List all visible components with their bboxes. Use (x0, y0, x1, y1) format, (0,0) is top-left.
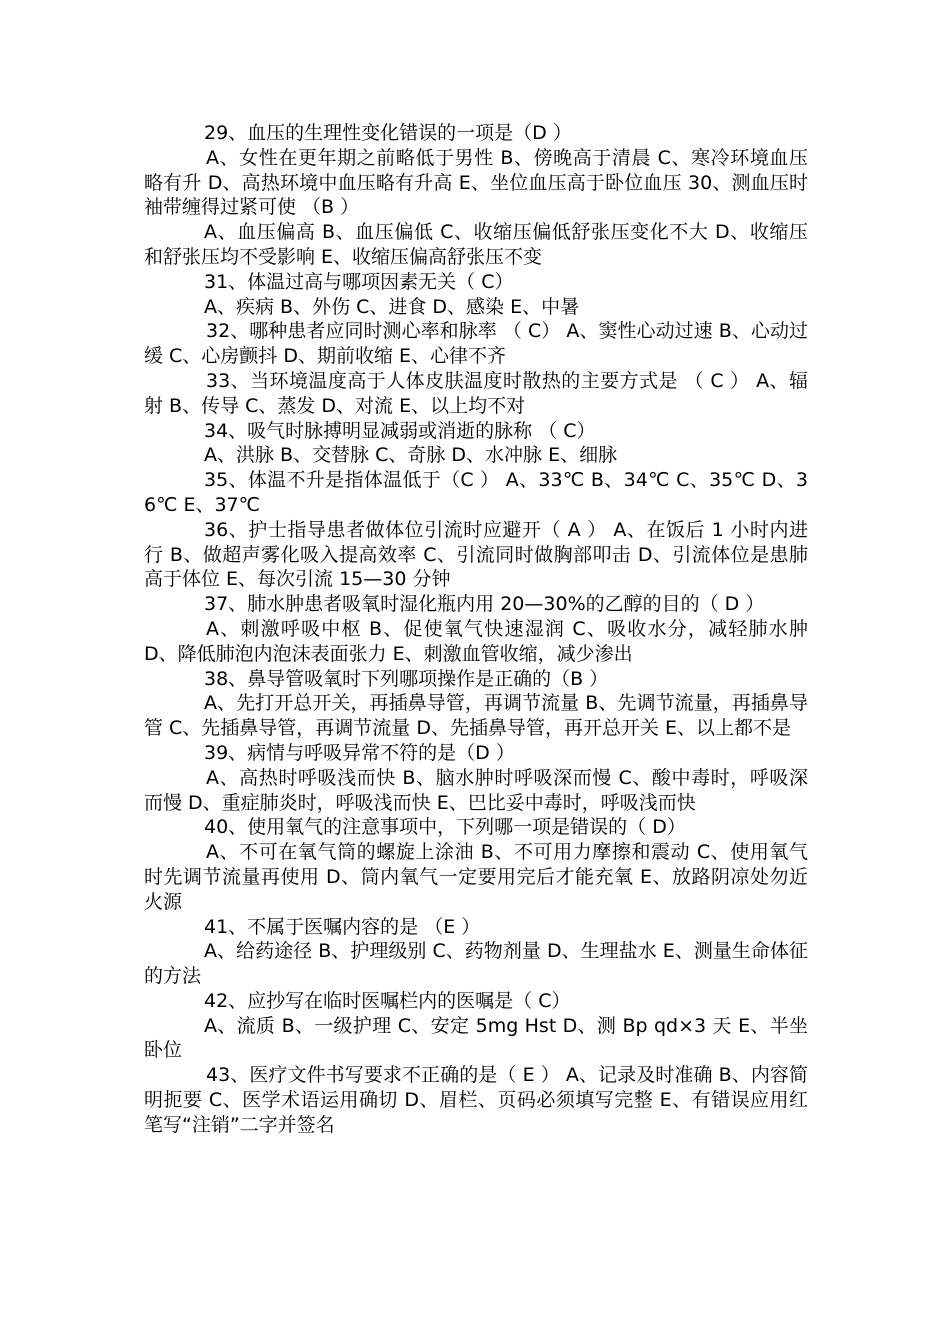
question-31-options: A、疾病 B、外伤 C、进食 D、感染 E、中暑 (204, 295, 580, 318)
question-40: 40、使用氧气的注意事项中，下列哪一项是错误的（ D） (204, 816, 686, 839)
question-37: 37、肺水肿患者吸氧时湿化瓶内用 20—30%的乙醇的目的（ D ） (204, 593, 765, 616)
question-31: 31、体温过高与哪项因素无关（ C） (204, 270, 514, 293)
question-43: 43、医疗文件书写要求不正确的是（ E ） A、记录及时准确 B、内容简明扼要 C、医学术语运用确切 D、眉栏、页码必须填写完整 E、有错误应用红笔写“注销”二字并签名 (144, 1064, 808, 1136)
question-42-options: A、流质 B、一级护理 C、安定 5mg Hst D、测 Bp qd×3 天 E、半坐卧位 (144, 1014, 808, 1062)
question-36: 36、护士指导患者做体位引流时应避开（ A ） A、在饭后 1 小时内进行 B、做超声雾化吸入提高效率 C、引流同时做胸部叩击 D、引流体位是患肺高于体位 E、每次引流 15—30 分钟 (144, 518, 808, 591)
question-30-options: A、血压偏高 B、血压偏低 C、收缩压偏低舒张压变化不大 D、收缩压和舒张压均不受影响 E、收缩压偏高舒张压不变 (144, 221, 808, 268)
question-34: 34、吸气时脉搏明显减弱或消逝的脉称 （ C） (204, 419, 596, 442)
question-41-options: A、给药途径 B、护理级别 C、药物剂量 D、生理盐水 E、测量生命体征的方法 (144, 940, 808, 988)
question-35: 35、体温不升是指体温低于（C ） A、33℃ B、34℃ C、35℃ D、36℃ E、37℃ (144, 469, 808, 516)
question-41: 41、不属于医嘱内容的是 （E ） (204, 915, 481, 938)
question-39-options: A、高热时呼吸浅而快 B、脑水肿时呼吸深而慢 C、酸中毒时，呼吸深而慢 D、重症肺炎时，呼吸浅而快 E、巴比妥中毒时，呼吸浅而快 (144, 766, 808, 814)
question-39: 39、病情与呼吸异常不符的是（D ） (204, 741, 515, 764)
question-42: 42、应抄写在临时医嘱栏内的医嘱是（ C） (204, 989, 571, 1012)
question-37-options: A、刺激呼吸中枢 B、促使氧气快速湿润 C、吸收水分，减轻肺水肿 D、降低肺泡内泡沫表面张力 E、刺激血管收缩，减少渗出 (144, 617, 808, 665)
question-29-options: A、女性在更年期之前略低于男性 B、傍晚高于清晨 C、寒冷环境血压略有升 D、高热环境中血压略有升高 E、坐位血压高于卧位血压 30、测血压时袖带缠得过紧可使 （B ） (144, 146, 808, 219)
question-33: 33、当环境温度高于人体皮肤温度时散热的主要方式是 （ C ） A、辐射 B、传导 C、蒸发 D、对流 E、以上均不对 (144, 369, 808, 417)
question-38-options: A、先打开总开关，再插鼻导管，再调节流量 B、先调节流量，再插鼻导管 C、先插鼻导管，再调节流量 D、先插鼻导管，再开总开关 E、以上都不是 (144, 692, 808, 740)
question-38: 38、鼻导管吸氧时下列哪项操作是正确的（B ） (204, 667, 609, 690)
question-29: 29、血压的生理性变化错误的一项是（D ） (204, 122, 572, 144)
question-32: 32、哪种患者应同时测心率和脉率 （ C） A、窦性心动过速 B、心动过缓 C、心房颤抖 D、期前收缩 E、心律不齐 (144, 320, 808, 368)
document-body (144, 121, 808, 1138)
question-40-options: A、不可在氧气筒的螺旋上涂油 B、不可用力摩擦和震动 C、使用氧气时先调节流量再使用 D、筒内氧气一定要用完后才能充氧 E、放路阴凉处勿近火源 (144, 841, 808, 913)
question-34-options: A、洪脉 B、交替脉 C、奇脉 D、水冲脉 E、细脉 (204, 444, 618, 467)
